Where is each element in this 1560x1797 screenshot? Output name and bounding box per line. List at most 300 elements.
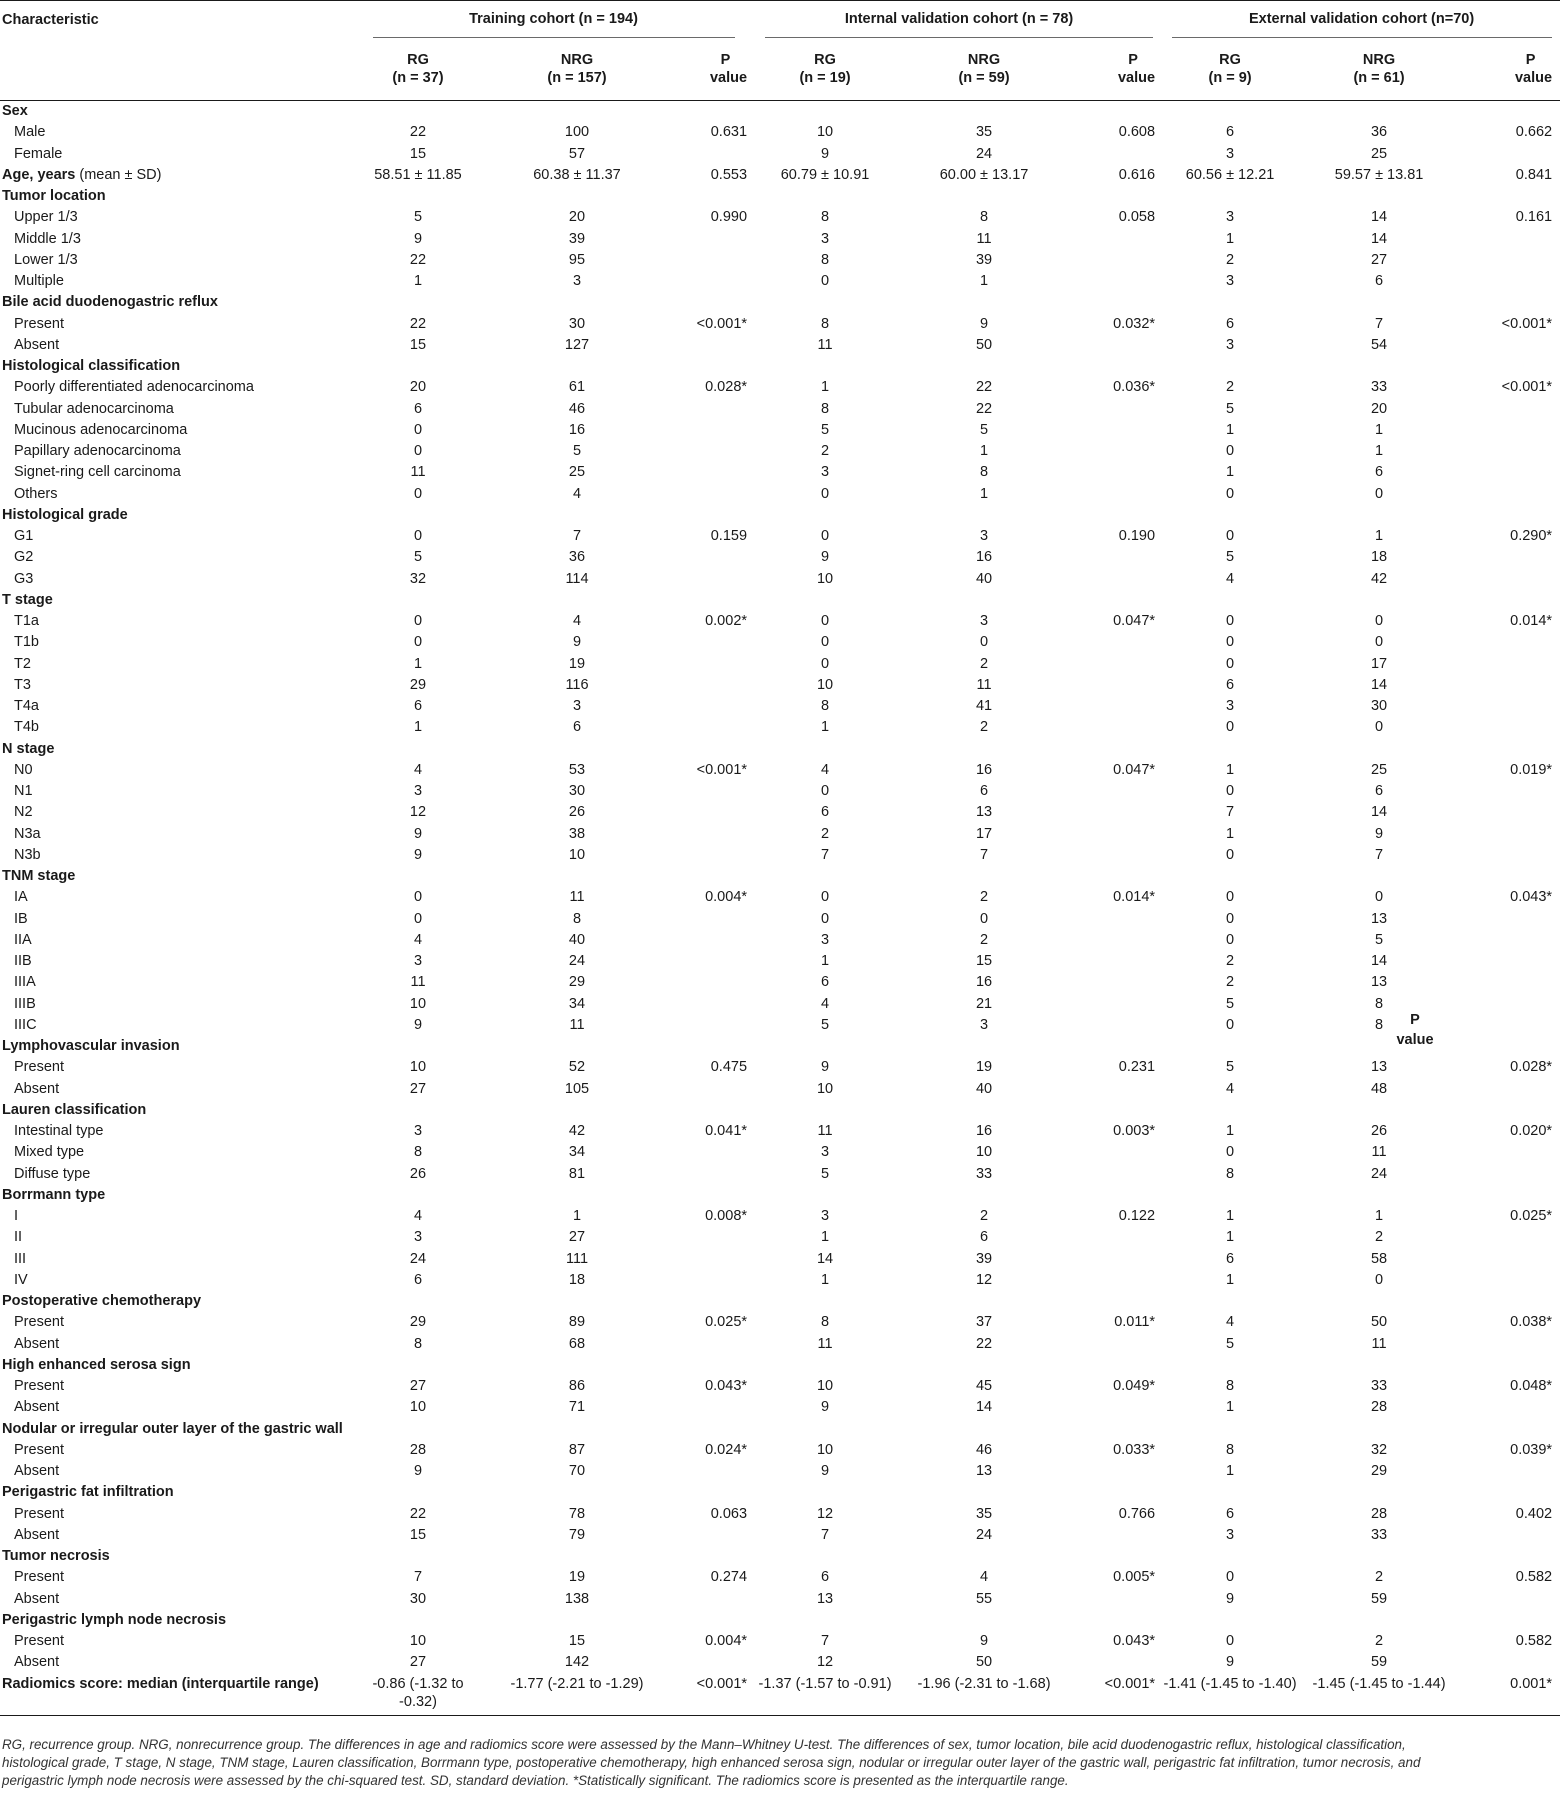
value-cell: 86 bbox=[568, 1378, 586, 1395]
value-cell: 1 bbox=[1226, 1229, 1235, 1246]
table-row bbox=[0, 1524, 1560, 1545]
table-row bbox=[0, 547, 1560, 568]
table-row bbox=[0, 249, 1560, 270]
empty-cell bbox=[895, 186, 1073, 207]
value-cell: 0 bbox=[820, 783, 830, 800]
value-cell: 89 bbox=[568, 1314, 586, 1331]
p-value-cell bbox=[1461, 1588, 1560, 1609]
p-value-cell bbox=[670, 568, 755, 589]
p-value-cell bbox=[1073, 334, 1163, 355]
row-label bbox=[0, 887, 352, 908]
value-cell: 70 bbox=[568, 1463, 586, 1480]
value-cell: 39 bbox=[568, 230, 586, 247]
empty-cell bbox=[1297, 738, 1461, 759]
p-value-cell bbox=[1073, 696, 1163, 717]
empty-cell bbox=[1163, 866, 1297, 887]
p-value-cell bbox=[1073, 951, 1163, 972]
header-label: RG bbox=[814, 52, 836, 68]
value-cell: 105 bbox=[564, 1080, 590, 1097]
value-cell: 27 bbox=[409, 1080, 427, 1097]
value-cell: 6 bbox=[1375, 783, 1384, 800]
p-value-cell bbox=[1461, 717, 1560, 738]
category-row bbox=[0, 1184, 1560, 1205]
value-cell: 39 bbox=[975, 251, 993, 268]
value-cell: 0 bbox=[1226, 634, 1235, 651]
header-label: value bbox=[1514, 70, 1553, 86]
value-cell: 10 bbox=[409, 1059, 427, 1076]
row-label-text: Present bbox=[14, 1441, 64, 1458]
table-row bbox=[0, 1227, 1560, 1248]
empty-cell bbox=[670, 1184, 755, 1205]
p-value-cell bbox=[1461, 1461, 1560, 1482]
value-cell: 15 bbox=[409, 1526, 427, 1543]
header-rg bbox=[1163, 38, 1297, 101]
value-cell: 29 bbox=[409, 676, 427, 693]
row-label-text: Histological classification bbox=[2, 358, 181, 375]
row-label-text: N3b bbox=[14, 846, 41, 863]
row-label-text: Perigastric fat infiltration bbox=[2, 1484, 174, 1501]
value-cell: 20 bbox=[568, 209, 586, 226]
row-label-text: Tubular adenocarcinoma bbox=[14, 400, 174, 417]
p-value-cell: 0.608 bbox=[1118, 124, 1156, 141]
value-cell: 0 bbox=[1226, 889, 1235, 906]
value-cell: 18 bbox=[568, 1271, 586, 1288]
row-label-text: Papillary adenocarcinoma bbox=[14, 443, 181, 460]
p-value-cell bbox=[1461, 781, 1560, 802]
value-cell: 8 bbox=[979, 209, 989, 226]
p-value-cell: 0.041* bbox=[705, 1123, 748, 1140]
row-label bbox=[0, 759, 352, 780]
value-cell: 2 bbox=[1226, 251, 1235, 268]
empty-cell bbox=[1297, 1354, 1461, 1375]
value-cell: 1 bbox=[1226, 1271, 1235, 1288]
row-label-text: TNM stage bbox=[2, 868, 76, 885]
value-cell: 1 bbox=[1375, 421, 1384, 438]
value-cell: 12 bbox=[975, 1271, 993, 1288]
p-value-cell: 0.161 bbox=[1515, 209, 1553, 226]
value-cell: 25 bbox=[1370, 761, 1388, 778]
p-value-cell bbox=[670, 951, 755, 972]
row-label bbox=[0, 866, 352, 887]
empty-cell bbox=[1297, 1609, 1461, 1630]
p-value-cell bbox=[1073, 1461, 1163, 1482]
value-cell: 8 bbox=[1375, 1016, 1384, 1033]
table-row bbox=[0, 1588, 1560, 1609]
row-label bbox=[0, 377, 352, 398]
empty-cell bbox=[1297, 186, 1461, 207]
value-cell: 53 bbox=[568, 761, 586, 778]
row-label-text: IIIA bbox=[14, 974, 36, 991]
value-cell: 0 bbox=[1226, 485, 1235, 502]
table-row bbox=[0, 844, 1560, 865]
row-label bbox=[0, 738, 352, 759]
empty-cell bbox=[670, 1482, 755, 1503]
p-value-cell bbox=[1073, 632, 1163, 653]
value-cell: 10 bbox=[975, 1144, 993, 1161]
empty-cell bbox=[352, 292, 484, 313]
header-label: RG bbox=[407, 52, 429, 68]
value-cell: 81 bbox=[568, 1165, 586, 1182]
empty-cell bbox=[352, 101, 484, 122]
row-label-text: G3 bbox=[14, 570, 34, 587]
row-label bbox=[0, 186, 352, 207]
row-label-text: IIIB bbox=[14, 995, 36, 1012]
empty-cell bbox=[484, 589, 670, 610]
value-cell: 60.79 ± 10.91 bbox=[780, 166, 870, 183]
value-cell: 7 bbox=[413, 1569, 423, 1586]
value-cell: 60.00 ± 13.17 bbox=[939, 166, 1029, 183]
value-cell: 11 bbox=[410, 974, 426, 991]
p-value-cell bbox=[670, 632, 755, 653]
value-cell: 29 bbox=[409, 1314, 427, 1331]
empty-cell bbox=[670, 589, 755, 610]
value-cell: 2 bbox=[820, 825, 830, 842]
value-cell: 10 bbox=[816, 1441, 834, 1458]
value-cell: 8 bbox=[820, 209, 830, 226]
p-value-cell bbox=[1073, 1078, 1163, 1099]
row-label-text: T4a bbox=[14, 698, 39, 715]
row-label bbox=[0, 674, 352, 695]
category-row bbox=[0, 1609, 1560, 1630]
p-value-cell: <0.001* bbox=[1501, 379, 1553, 396]
p-value-cell bbox=[1073, 483, 1163, 504]
row-label-text: IIIC bbox=[14, 1016, 37, 1033]
table-row bbox=[0, 313, 1560, 334]
empty-cell bbox=[352, 589, 484, 610]
p-value-cell bbox=[670, 483, 755, 504]
value-cell: 20 bbox=[409, 379, 427, 396]
p-value-cell: 0.014* bbox=[1510, 613, 1553, 630]
value-cell: 1 bbox=[820, 379, 830, 396]
value-cell: 6 bbox=[820, 804, 830, 821]
value-cell: 5 bbox=[1226, 1335, 1235, 1352]
row-label-text: Intestinal type bbox=[14, 1123, 104, 1140]
table-row bbox=[0, 1206, 1560, 1227]
value-cell: 0 bbox=[820, 889, 830, 906]
p-value-cell: 0.616 bbox=[1118, 166, 1156, 183]
p-value-cell: 0.025* bbox=[1510, 1208, 1553, 1225]
value-cell: 3 bbox=[1226, 273, 1235, 290]
empty-cell bbox=[670, 1354, 755, 1375]
value-cell: 2 bbox=[979, 719, 989, 736]
value-cell: 16 bbox=[975, 974, 993, 991]
value-cell: 33 bbox=[1370, 1526, 1388, 1543]
value-cell: 5 bbox=[413, 549, 423, 566]
empty-cell bbox=[1297, 101, 1461, 122]
empty-cell bbox=[1297, 356, 1461, 377]
value-cell: 3 bbox=[413, 953, 423, 970]
value-cell: 3 bbox=[820, 1144, 830, 1161]
empty-cell bbox=[670, 1418, 755, 1439]
value-cell: 10 bbox=[816, 1378, 834, 1395]
table-row bbox=[0, 696, 1560, 717]
value-cell: 12 bbox=[816, 1654, 834, 1671]
empty-cell bbox=[1073, 292, 1163, 313]
row-label bbox=[0, 1269, 352, 1290]
row-label bbox=[0, 1546, 352, 1567]
table-row bbox=[0, 1631, 1560, 1652]
p-value-cell bbox=[1461, 249, 1560, 270]
p-value-cell bbox=[1073, 993, 1163, 1014]
empty-cell bbox=[895, 101, 1073, 122]
header-label: value bbox=[709, 70, 748, 86]
value-cell: 10 bbox=[816, 1080, 834, 1097]
value-cell: 33 bbox=[1370, 379, 1388, 396]
p-value-cell: 0.122 bbox=[1118, 1208, 1156, 1225]
p-value-cell bbox=[1073, 929, 1163, 950]
value-cell: 10 bbox=[409, 1399, 427, 1416]
p-value-cell: 0.028* bbox=[1510, 1059, 1553, 1076]
value-cell: 17 bbox=[975, 825, 993, 842]
value-cell: 3 bbox=[1226, 336, 1235, 353]
category-row bbox=[0, 1036, 1560, 1057]
p-value-cell: 0.231 bbox=[1118, 1059, 1156, 1076]
value-cell: 16 bbox=[568, 421, 586, 438]
value-cell: 127 bbox=[564, 336, 590, 353]
empty-cell bbox=[1073, 589, 1163, 610]
value-cell: 4 bbox=[1226, 1080, 1235, 1097]
empty-cell bbox=[755, 1609, 895, 1630]
empty-cell bbox=[1073, 1354, 1163, 1375]
p-value-cell: 0.043* bbox=[1113, 1633, 1156, 1650]
row-label-text: T1b bbox=[14, 634, 39, 651]
empty-cell bbox=[484, 1546, 670, 1567]
p-value-cell: 0.582 bbox=[1515, 1633, 1553, 1650]
p-value-cell: 0.011* bbox=[1114, 1314, 1156, 1331]
table-row bbox=[0, 228, 1560, 249]
empty-cell bbox=[670, 356, 755, 377]
value-cell: 33 bbox=[975, 1165, 993, 1182]
empty-cell bbox=[484, 1418, 670, 1439]
value-cell: 14 bbox=[1370, 676, 1388, 693]
value-cell: 9 bbox=[820, 1399, 830, 1416]
row-label-text: Absent bbox=[14, 1590, 60, 1607]
row-label bbox=[0, 1397, 352, 1418]
category-row bbox=[0, 504, 1560, 525]
p-value-cell bbox=[1461, 568, 1560, 589]
p-value-cell bbox=[670, 929, 755, 950]
value-cell: 6 bbox=[413, 1271, 423, 1288]
value-cell: 11 bbox=[817, 1123, 833, 1140]
empty-cell bbox=[1461, 1184, 1560, 1205]
row-label-text: IV bbox=[14, 1271, 28, 1288]
p-value-cell: 0.159 bbox=[710, 528, 748, 545]
empty-cell bbox=[1163, 1354, 1297, 1375]
value-cell: 0 bbox=[413, 485, 423, 502]
p-value-cell bbox=[1461, 951, 1560, 972]
table-row bbox=[0, 334, 1560, 355]
value-cell: 2 bbox=[1226, 379, 1235, 396]
value-cell: 0 bbox=[413, 634, 423, 651]
category-row bbox=[0, 356, 1560, 377]
value-cell: 1 bbox=[820, 1271, 830, 1288]
row-label-text: Tumor necrosis bbox=[2, 1548, 110, 1565]
empty-cell bbox=[895, 866, 1073, 887]
table-row bbox=[0, 271, 1560, 292]
table-row bbox=[0, 1652, 1560, 1673]
value-cell: 1 bbox=[1226, 1463, 1235, 1480]
empty-cell bbox=[484, 738, 670, 759]
row-label bbox=[0, 547, 352, 568]
empty-cell bbox=[1461, 1546, 1560, 1567]
row-label bbox=[0, 441, 352, 462]
row-label bbox=[0, 143, 352, 164]
p-value-cell: 0.036* bbox=[1113, 379, 1156, 396]
row-label-text: Nodular or irregular outer layer of the gastric wall bbox=[2, 1420, 343, 1437]
empty-cell bbox=[1163, 1482, 1297, 1503]
value-cell: 0 bbox=[413, 421, 423, 438]
empty-cell bbox=[1461, 504, 1560, 525]
p-value-cell: 0.047* bbox=[1113, 761, 1156, 778]
row-label-text: Male bbox=[14, 124, 46, 141]
row-label bbox=[0, 122, 352, 143]
p-value-cell bbox=[1461, 823, 1560, 844]
value-cell: 16 bbox=[975, 549, 993, 566]
row-label bbox=[0, 462, 352, 483]
value-cell: 5 bbox=[979, 421, 989, 438]
value-cell: 42 bbox=[1370, 570, 1388, 587]
value-cell: 3 bbox=[572, 698, 582, 715]
empty-cell bbox=[670, 1546, 755, 1567]
header-nrg bbox=[484, 38, 670, 101]
category-row bbox=[0, 866, 1560, 887]
row-label bbox=[0, 929, 352, 950]
table-row bbox=[0, 398, 1560, 419]
value-cell: 10 bbox=[568, 846, 586, 863]
value-cell: 26 bbox=[409, 1165, 427, 1182]
value-cell: 11 bbox=[817, 1335, 833, 1352]
value-cell: 3 bbox=[979, 1016, 989, 1033]
value-cell: 57 bbox=[568, 145, 586, 162]
value-cell: 1 bbox=[1226, 464, 1235, 481]
p-value-cell: 0.631 bbox=[710, 124, 748, 141]
value-cell: 2 bbox=[979, 655, 989, 672]
row-label-text: Bile acid duodenogastric reflux bbox=[2, 294, 218, 311]
empty-cell bbox=[1073, 1184, 1163, 1205]
empty-cell bbox=[755, 186, 895, 207]
category-row bbox=[0, 738, 1560, 759]
value-cell: 22 bbox=[409, 124, 427, 141]
value-cell: 1 bbox=[572, 1208, 582, 1225]
value-cell: 13 bbox=[1370, 974, 1388, 991]
value-cell: 0 bbox=[820, 273, 830, 290]
empty-cell bbox=[1461, 186, 1560, 207]
header-row-subgroups bbox=[0, 38, 1560, 101]
value-cell: 3 bbox=[820, 230, 830, 247]
value-cell: 0 bbox=[1226, 719, 1235, 736]
value-cell: 27 bbox=[409, 1654, 427, 1671]
value-cell: 58 bbox=[1370, 1250, 1388, 1267]
value-cell: 32 bbox=[409, 570, 427, 587]
p-value-cell bbox=[670, 441, 755, 462]
empty-cell bbox=[1297, 1099, 1461, 1120]
empty-cell bbox=[1461, 1099, 1560, 1120]
empty-cell bbox=[352, 866, 484, 887]
empty-cell bbox=[1163, 589, 1297, 610]
empty-cell bbox=[484, 1609, 670, 1630]
value-cell: 9 bbox=[413, 825, 423, 842]
p-value-cell bbox=[670, 972, 755, 993]
p-value-cell bbox=[670, 398, 755, 419]
value-cell: 0 bbox=[1226, 1633, 1235, 1650]
value-cell: 1 bbox=[1226, 761, 1235, 778]
p-value-cell bbox=[1073, 1014, 1163, 1035]
value-cell: 11 bbox=[1371, 1144, 1387, 1161]
p-value-cell bbox=[1461, 632, 1560, 653]
p-value-cell bbox=[1073, 781, 1163, 802]
p-value-cell bbox=[1461, 1397, 1560, 1418]
value-cell: 0 bbox=[1226, 655, 1235, 672]
p-value-cell bbox=[670, 1652, 755, 1673]
table-row bbox=[0, 1121, 1560, 1142]
row-label bbox=[0, 1588, 352, 1609]
row-label-text: T stage bbox=[2, 591, 53, 608]
p-value-cell bbox=[1073, 802, 1163, 823]
p-value-cell: 0.008* bbox=[705, 1208, 748, 1225]
row-label-text: N2 bbox=[14, 804, 33, 821]
header-group-label: Training cohort (n = 194) bbox=[373, 1, 735, 38]
row-label-text: Mucinous adenocarcinoma bbox=[14, 421, 188, 438]
header-characteristic: Characteristic bbox=[0, 1, 352, 39]
p-value-cell bbox=[1073, 143, 1163, 164]
row-label-text: Multiple bbox=[14, 273, 64, 290]
row-label bbox=[0, 419, 352, 440]
empty-cell bbox=[895, 356, 1073, 377]
row-label-text: Signet-ring cell carcinoma bbox=[14, 464, 181, 481]
value-cell: 29 bbox=[1370, 1463, 1388, 1480]
row-label bbox=[0, 1014, 352, 1035]
value-cell: 14 bbox=[1370, 953, 1388, 970]
value-cell: 13 bbox=[975, 1463, 993, 1480]
p-value-cell bbox=[1461, 1014, 1560, 1035]
empty-cell bbox=[1297, 589, 1461, 610]
empty-cell bbox=[895, 1184, 1073, 1205]
empty-cell bbox=[1297, 866, 1461, 887]
empty-cell bbox=[670, 1609, 755, 1630]
empty-cell bbox=[755, 356, 895, 377]
value-cell: 5 bbox=[820, 1016, 830, 1033]
table-row bbox=[0, 929, 1560, 950]
table-row bbox=[0, 1567, 1560, 1588]
value-cell: 116 bbox=[565, 676, 589, 693]
value-cell: 22 bbox=[409, 251, 427, 268]
empty-cell bbox=[1163, 1418, 1297, 1439]
header-nrg bbox=[1297, 38, 1461, 101]
empty-cell bbox=[895, 1099, 1073, 1120]
empty-cell bbox=[1073, 1482, 1163, 1503]
p-value-cell bbox=[670, 1142, 755, 1163]
p-value-cell bbox=[1461, 1227, 1560, 1248]
empty-cell bbox=[484, 1099, 670, 1120]
value-cell: 32 bbox=[1370, 1441, 1388, 1458]
value-cell: 71 bbox=[568, 1399, 586, 1416]
value-cell: 11 bbox=[569, 1016, 585, 1033]
value-cell: 52 bbox=[568, 1059, 586, 1076]
row-label bbox=[0, 1206, 352, 1227]
table-row bbox=[0, 1078, 1560, 1099]
value-cell: 8 bbox=[1226, 1378, 1235, 1395]
p-value-cell bbox=[1073, 419, 1163, 440]
value-cell: 10 bbox=[409, 995, 427, 1012]
row-label-text: T1a bbox=[14, 613, 39, 630]
value-cell: 8 bbox=[1226, 1165, 1235, 1182]
value-cell: 7 bbox=[820, 1633, 830, 1650]
p-value-cell: 0.043* bbox=[705, 1378, 748, 1395]
value-cell: 26 bbox=[1370, 1123, 1388, 1140]
row-label-text: Sex bbox=[2, 103, 28, 120]
value-cell: 3 bbox=[979, 528, 989, 545]
value-cell: 41 bbox=[975, 698, 993, 715]
